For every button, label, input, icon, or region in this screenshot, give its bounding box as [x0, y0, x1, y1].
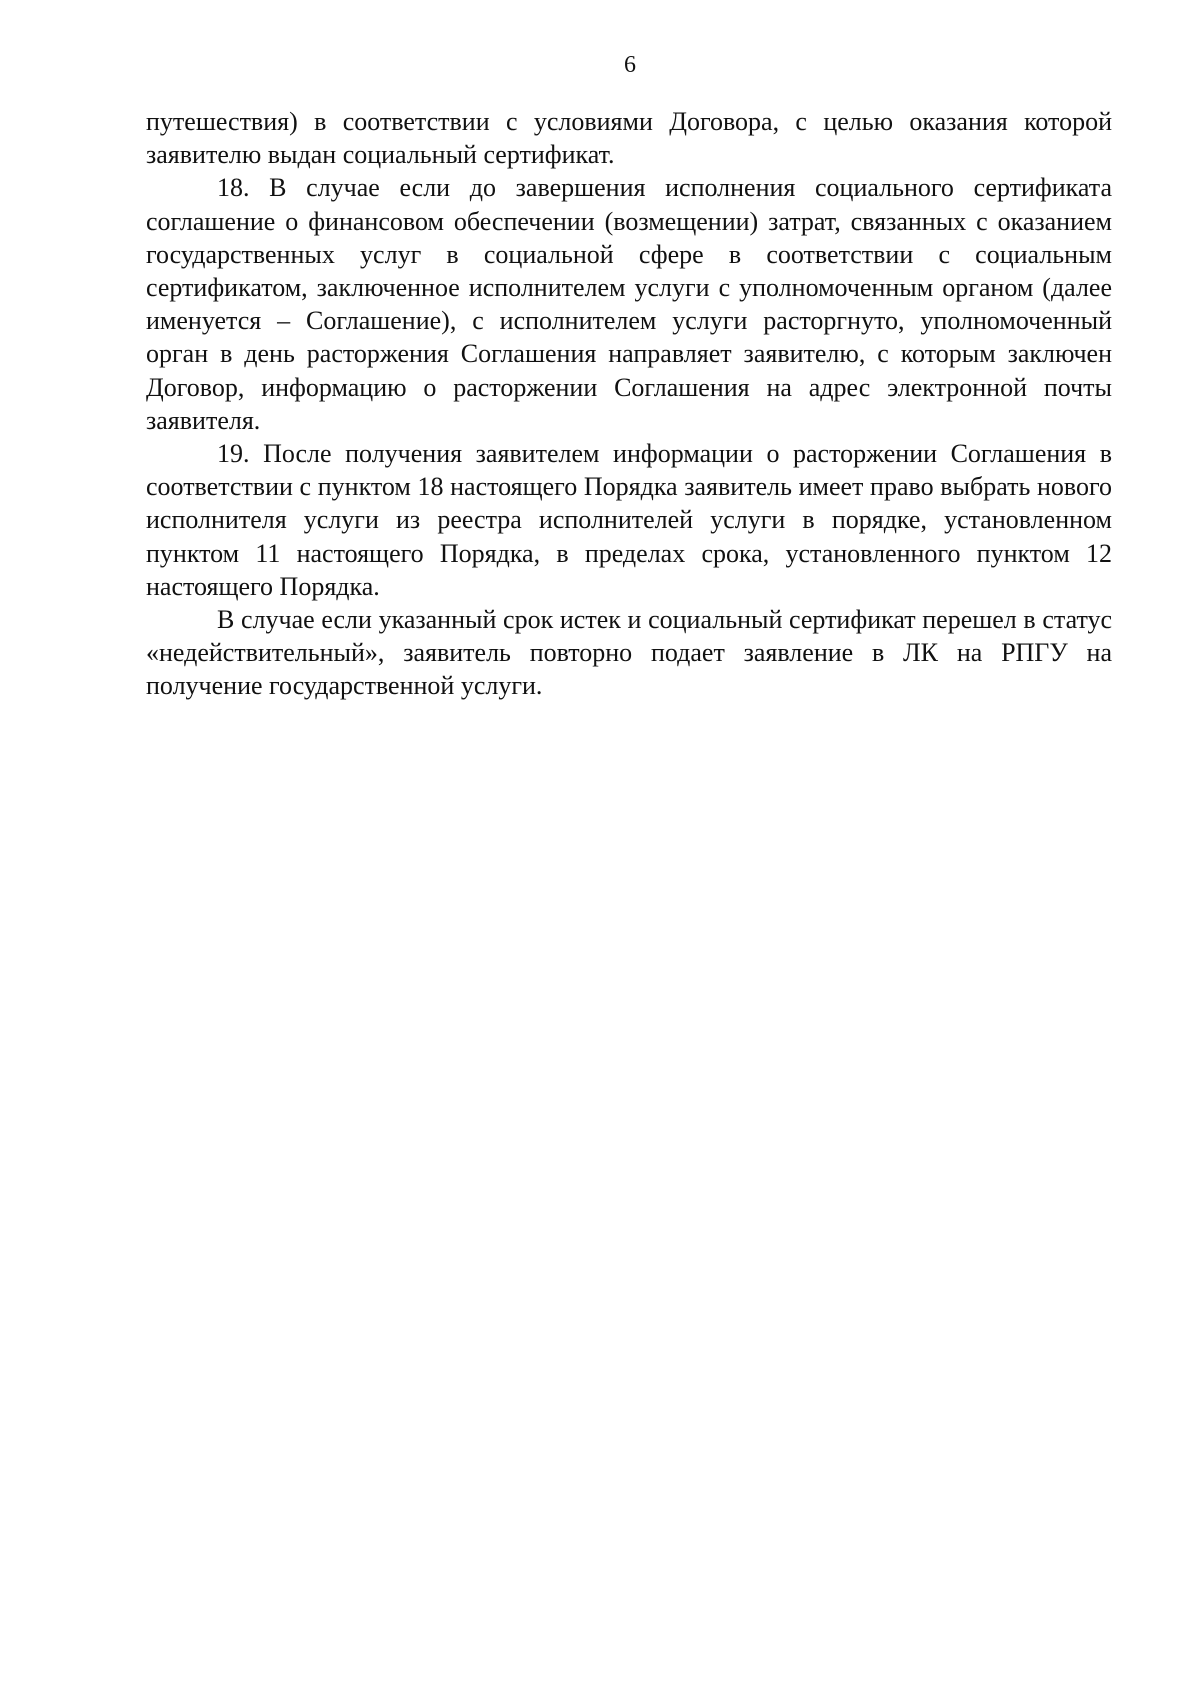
paragraph-continuation: путешествия) в соответствии с условиями Договора, с целью оказания которой заявителю выдан социальный сертификат.	[146, 107, 1112, 170]
document-body	[146, 105, 1112, 703]
paragraph-item-19: 19. После получения заявителем информации о расторжении Соглашения в соответствии с пунктом 18 настоящего Порядка заявитель имеет право выбрать нового исполнителя услуги из реестра исполнителей услуги в порядке, установленном пунктом 11 настоящего Порядка, в пределах срока, установленного пунктом 12 настоящего Порядка.	[146, 439, 1112, 601]
paragraph-item-18: 18. В случае если до завершения исполнения социального сертификата соглашение о финансовом обеспечении (возмещении) затрат, связанных с оказанием государственных услуг в социальной сфере в соответствии с социальным сертификатом, заключенное исполнителем услуги с уполномоченным органом (далее именуется – Соглашение), с исполнителем услуги расторгнуто, уполномоченный орган в день расторжения Соглашения направляет заявителю, с которым заключен Договор, информацию о расторжении Соглашения на адрес электронной почты заявителя.	[146, 173, 1112, 435]
paragraph-expired-status: В случае если указанный срок истек и социальный сертификат перешел в статус «недействительный», заявитель повторно подает заявление в ЛК на РПГУ на получение государственной услуги.	[146, 605, 1112, 701]
page-number: 6	[624, 52, 636, 78]
